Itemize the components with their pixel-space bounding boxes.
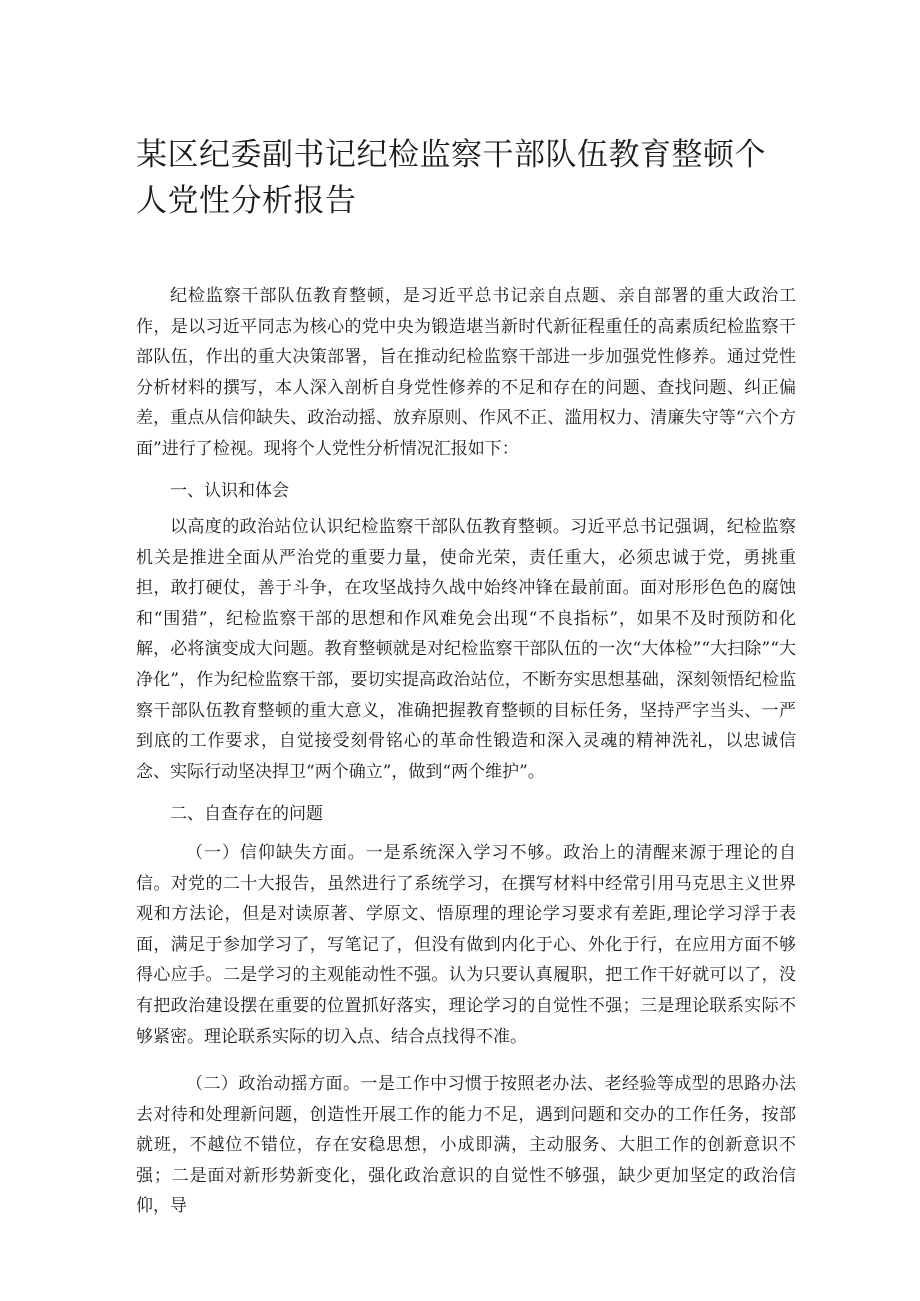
- document-title: 某区纪委副书记纪检监察干部队伍教育整顿个人党性分析报告: [136, 137, 766, 219]
- section-2-item-1: （一）信仰缺失方面。一是系统深入学习不够。政治上的清醒来源于理论的自信。对党的二十大报告，虽然进行了系统学习，在撰写材料中经常引用马克思主义世界观和方法论，但是对读原著、学原文、悟原理的理论学习要求有差距,理论学习浮于表面，满足于参加学习了，写笔记了，但没有做到内化于心、外化于行，在应用方面不够得心应手。二是学习的主观能动性不强。认为只要认真履职，把工作干好就可以了，没有把政治建设摆在重要的位置抓好落实，理论学习的自觉性不强；三是理论联系实际不够紧密。理论联系实际的切入点、结合点找得不准。: [136, 843, 796, 1047]
- section-2-heading: 二、自查存在的问题: [170, 804, 323, 824]
- section-1-heading: 一、认识和体会: [170, 481, 289, 501]
- intro-paragraph: 纪检监察干部队伍教育整顿，是习近平总书记亲自点题、亲自部署的重大政治工作，是以习近平同志为核心的党中央为锻造堪当新时代新征程重任的高素质纪检监察干部队伍，作出的重大决策部署，旨在推动纪检监察干部进一步加强党性修养。通过党性分析材料的撰写，本人深入剖析自身党性修养的不足和存在的问题、查找问题、纠正偏差，重点从信仰缺失、政治动摇、放弃原则、作风不正、滥用权力、清廉失守等“六个方面”进行了检视。现将个人党性分析情况汇报如下：: [136, 286, 796, 459]
- section-1-paragraph: 以高度的政治站位认识纪检监察干部队伍教育整顿。习近平总书记强调，纪检监察机关是推进全面从严治党的重要力量，使命光荣，责任重大，必须忠诚于党，勇挑重担，敢打硬仗，善于斗争，在攻坚战持久战中始终冲锋在最前面。面对形形色色的腐蚀和“围猎”，纪检监察干部的思想和作风难免会出现“不良指标”，如果不及时预防和化解，必将演变成大问题。教育整顿就是对纪检监察干部队伍的一次“大体检”“大扫除”“大净化”，作为纪检监察干部，要切实提高政治站位，不断夯实思想基础，深刻领悟纪检监察干部队伍教育整顿的重大意义，准确把握教育整顿的目标任务，坚持严字当头、一严到底的工作要求，自觉接受刻骨铭心的革命性锻造和深入灵魂的精神洗礼，以忠诚信念、实际行动坚决捍卫“两个确立”，做到“两个维护”。: [136, 517, 796, 782]
- section-2-item-2: （二）政治动摇方面。一是工作中习惯于按照老办法、老经验等成型的思路办法去对待和处理新问题，创造性开展工作的能力不足，遇到问题和交办的工作任务，按部就班，不越位不错位，存在安稳思想，小成即满，主动服务、大胆工作的创新意识不强；二是面对新形势新变化，强化政治意识的自觉性不够强，缺少更加坚定的政治信仰，导: [136, 1074, 796, 1217]
